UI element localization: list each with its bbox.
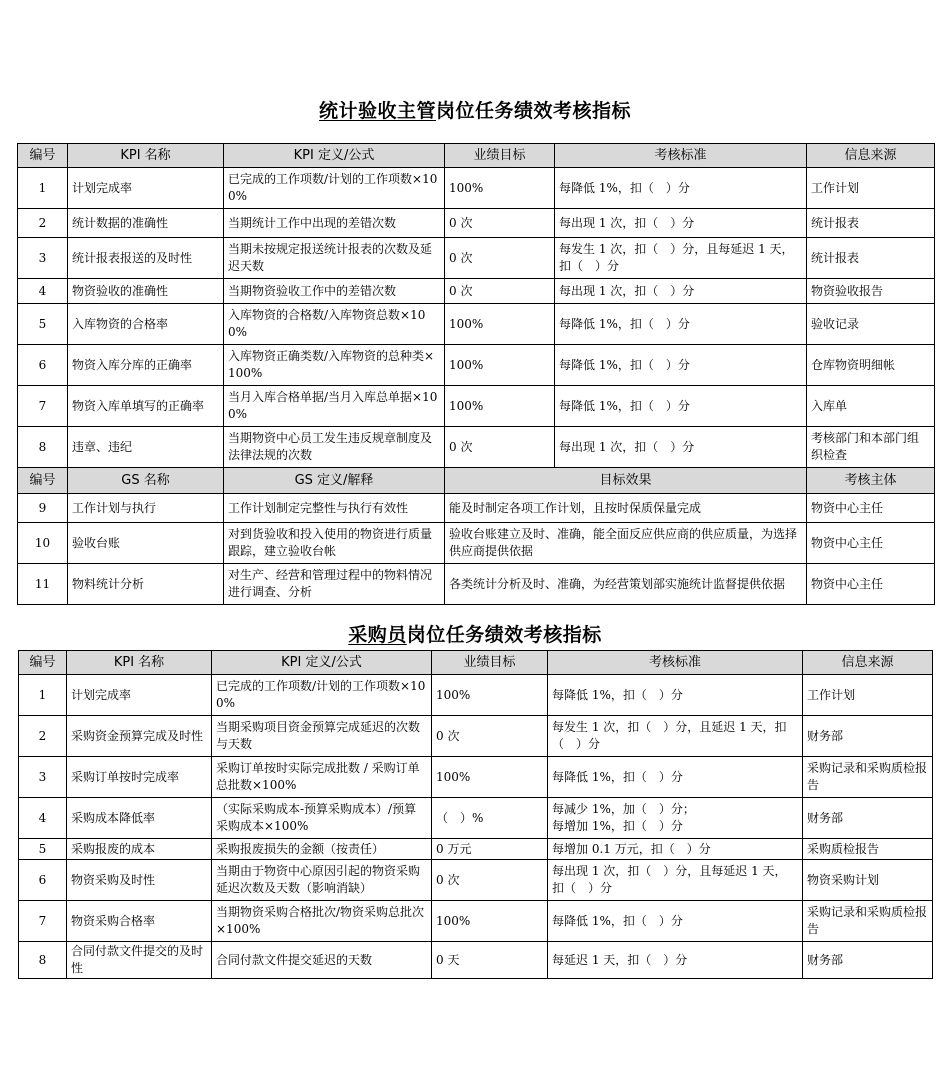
column-header: KPI 名称 [67,651,212,675]
column-header: 编号 [18,468,68,494]
table-cell: 100% [432,757,548,798]
column-header: 目标效果 [445,468,807,494]
section1-title [0,96,950,123]
header-row [19,651,933,675]
table-cell: 统计报表报送的及时性 [68,238,224,279]
table-cell: 物资入库分库的正确率 [68,345,224,386]
table-cell: 0 次 [432,860,548,901]
table-row [19,860,933,901]
table-row [18,238,935,279]
table-cell: 采购质检报告 [803,839,933,860]
table-cell: 能及时制定各项工作计划，且按时保质保量完成 [445,494,807,523]
table-cell: 合同付款文件提交的及时性 [67,942,212,979]
table-cell: 100% [432,901,548,942]
table-cell: 100% [445,345,555,386]
table-cell: 物资入库单填写的正确率 [68,386,224,427]
table-cell: 4 [18,279,68,304]
table-cell: 考核部门和本部门组织检查 [807,427,935,468]
table-cell: 物资中心主任 [807,523,935,564]
table-row [19,942,933,979]
table-cell: 当月入库合格单据/当月入库总单据×100% [224,386,445,427]
table-cell: 每出现 1 次，扣（ ）分 [555,279,807,304]
kpi-table-1 [17,143,935,605]
table-cell: 11 [18,564,68,605]
table-cell: 3 [18,238,68,279]
table-cell: 对到货验收和投入使用的物资进行质量跟踪，建立验收台帐 [224,523,445,564]
table-cell: 2 [19,716,67,757]
table-cell: 8 [18,427,68,468]
table-cell: 当期由于物资中心原因引起的物资采购延迟次数及天数（影响消缺） [212,860,432,901]
table-cell: 统计报表 [807,238,935,279]
column-header: 信息来源 [803,651,933,675]
table-cell: 违章、违纪 [68,427,224,468]
column-header: 考核标准 [548,651,803,675]
table-cell: 采购订单按时实际完成批数 / 采购订单总批数×100% [212,757,432,798]
table-cell: 入库物资的合格数/入库物资总数×100% [224,304,445,345]
table-cell: 1 [18,168,68,209]
column-header: 业绩目标 [445,144,555,168]
table-row [18,494,935,523]
table-cell: 物资采购计划 [803,860,933,901]
table-cell: 每增加 0.1 万元，扣（ ）分 [548,839,803,860]
table-cell: 当期采购项目资金预算完成延迟的次数与天数 [212,716,432,757]
table-cell: 7 [19,901,67,942]
table-cell: 9 [18,494,68,523]
table-cell: 物资中心主任 [807,494,935,523]
table-cell: 已完成的工作项数/计划的工作项数×100% [224,168,445,209]
column-header: GS 名称 [68,468,224,494]
table-cell: 每降低 1%，扣（ ）分 [548,757,803,798]
table-cell: 每降低 1%，扣（ ）分 [555,386,807,427]
table-cell: 物资采购合格率 [67,901,212,942]
table-row [18,523,935,564]
header-row [18,468,935,494]
column-header: 编号 [19,651,67,675]
table-cell: 物资验收报告 [807,279,935,304]
table-cell: 每出现 1 次，扣（ ）分 [555,427,807,468]
table-cell: 入库单 [807,386,935,427]
table-cell: 每出现 1 次，扣（ ）分，且每延迟 1 天，扣（ ）分 [548,860,803,901]
table-cell: 采购报废损失的金额（按责任） [212,839,432,860]
table-cell: 工作计划 [807,168,935,209]
table-cell: 工作计划制定完整性与执行有效性 [224,494,445,523]
table-cell: 1 [19,675,67,716]
table-cell: 验收台账 [68,523,224,564]
table-cell: 100% [432,675,548,716]
table-row [18,564,935,605]
table-cell: 当期物资采购合格批次/物资采购总批次×100% [212,901,432,942]
column-header: 考核主体 [807,468,935,494]
table-cell: 采购记录和采购质检报告 [803,901,933,942]
table-row [19,901,933,942]
table-cell: 3 [19,757,67,798]
table-cell: 工作计划 [803,675,933,716]
table-cell: 每降低 1%，扣（ ）分 [555,345,807,386]
table-row [18,386,935,427]
table-row [19,798,933,839]
section2-title-underlined: 采购员 [348,624,407,646]
table-cell: 每发生 1 次，扣（ ）分，且每延迟 1 天，扣（ ）分 [555,238,807,279]
table-row [18,279,935,304]
column-header: 业绩目标 [432,651,548,675]
column-header: KPI 名称 [68,144,224,168]
table-cell: 验收记录 [807,304,935,345]
table-cell: 100% [445,304,555,345]
section2-title [0,620,950,647]
table-row [18,304,935,345]
column-header: KPI 定义/公式 [224,144,445,168]
section1-title-rest: 岗位任务绩效考核指标 [436,100,632,122]
table-cell: 当期统计工作中出现的差错次数 [224,209,445,238]
table-cell: 每出现 1 次，扣（ ）分 [555,209,807,238]
table-cell: 统计报表 [807,209,935,238]
table-cell: 物资采购及时性 [67,860,212,901]
table-cell: 对生产、经营和管理过程中的物料情况进行调查、分析 [224,564,445,605]
table-cell: 100% [445,168,555,209]
table-cell: 验收台账建立及时、准确，能全面反应供应商的供应质量，为选择供应商提供依据 [445,523,807,564]
table-cell: 10 [18,523,68,564]
table-cell: 每降低 1%，扣（ ）分 [555,304,807,345]
table-cell: 2 [18,209,68,238]
table-row [19,839,933,860]
table-cell: 当期物资验收工作中的差错次数 [224,279,445,304]
table-cell: 财务部 [803,798,933,839]
table-cell: 5 [19,839,67,860]
column-header: 编号 [18,144,68,168]
table-cell: 0 天 [432,942,548,979]
table-cell: 6 [18,345,68,386]
table-cell: 0 次 [445,209,555,238]
column-header: 考核标准 [555,144,807,168]
table-cell: 7 [18,386,68,427]
table-cell: 已完成的工作项数/计划的工作项数×100% [212,675,432,716]
table-row [18,209,935,238]
section2-title-rest: 岗位任务绩效考核指标 [406,624,602,646]
table-cell: 合同付款文件提交延迟的天数 [212,942,432,979]
table-row [18,427,935,468]
table-cell: 物资验收的准确性 [68,279,224,304]
table-cell: 5 [18,304,68,345]
table-cell: 100% [445,386,555,427]
table-cell: 各类统计分析及时、准确，为经营策划部实施统计监督提供依据 [445,564,807,605]
table-row [18,345,935,386]
table-cell: 每降低 1%，扣（ ）分 [555,168,807,209]
table-row [18,168,935,209]
table-cell: 仓库物资明细帐 [807,345,935,386]
table-cell: 每延迟 1 天，扣（ ）分 [548,942,803,979]
table-cell: 每减少 1%，加（ ）分； 每增加 1%，扣（ ）分 [548,798,803,839]
column-header: GS 定义/解释 [224,468,445,494]
table-cell: 每发生 1 次，扣（ ）分，且延迟 1 天，扣（ ）分 [548,716,803,757]
table-cell: 当期物资中心员工发生违反规章制度及法律法规的次数 [224,427,445,468]
table-cell: 物资中心主任 [807,564,935,605]
table-cell: 每降低 1%，扣（ ）分 [548,901,803,942]
table-cell: 0 次 [432,716,548,757]
table-cell: 财务部 [803,716,933,757]
table-cell: 每降低 1%，扣（ ）分 [548,675,803,716]
column-header: 信息来源 [807,144,935,168]
table-cell: 0 次 [445,427,555,468]
table-cell: 4 [19,798,67,839]
table-row [19,675,933,716]
table-cell: 采购成本降低率 [67,798,212,839]
table-cell: 采购记录和采购质检报告 [803,757,933,798]
table-cell: （实际采购成本-预算采购成本）/预算采购成本×100% [212,798,432,839]
table-cell: 统计数据的准确性 [68,209,224,238]
table-cell: 8 [19,942,67,979]
table-cell: 工作计划与执行 [68,494,224,523]
table-cell: 6 [19,860,67,901]
table-cell: 财务部 [803,942,933,979]
column-header: KPI 定义/公式 [212,651,432,675]
table-row [19,716,933,757]
table-cell: 0 万元 [432,839,548,860]
table-cell: 入库物资正确类数/入库物资的总种类×100% [224,345,445,386]
table-cell: 当期未按规定报送统计报表的次数及延迟天数 [224,238,445,279]
table-cell: 采购报废的成本 [67,839,212,860]
table-cell: 计划完成率 [68,168,224,209]
kpi-table-2 [18,650,933,979]
table-cell: 入库物资的合格率 [68,304,224,345]
table-row [19,757,933,798]
header-row [18,144,935,168]
table-cell: 采购订单按时完成率 [67,757,212,798]
table-cell: （ ）% [432,798,548,839]
table-cell: 0 次 [445,238,555,279]
table-cell: 物料统计分析 [68,564,224,605]
table-cell: 采购资金预算完成及时性 [67,716,212,757]
section1-title-underlined: 统计验收主管 [318,100,436,122]
table-cell: 计划完成率 [67,675,212,716]
table-cell: 0 次 [445,279,555,304]
